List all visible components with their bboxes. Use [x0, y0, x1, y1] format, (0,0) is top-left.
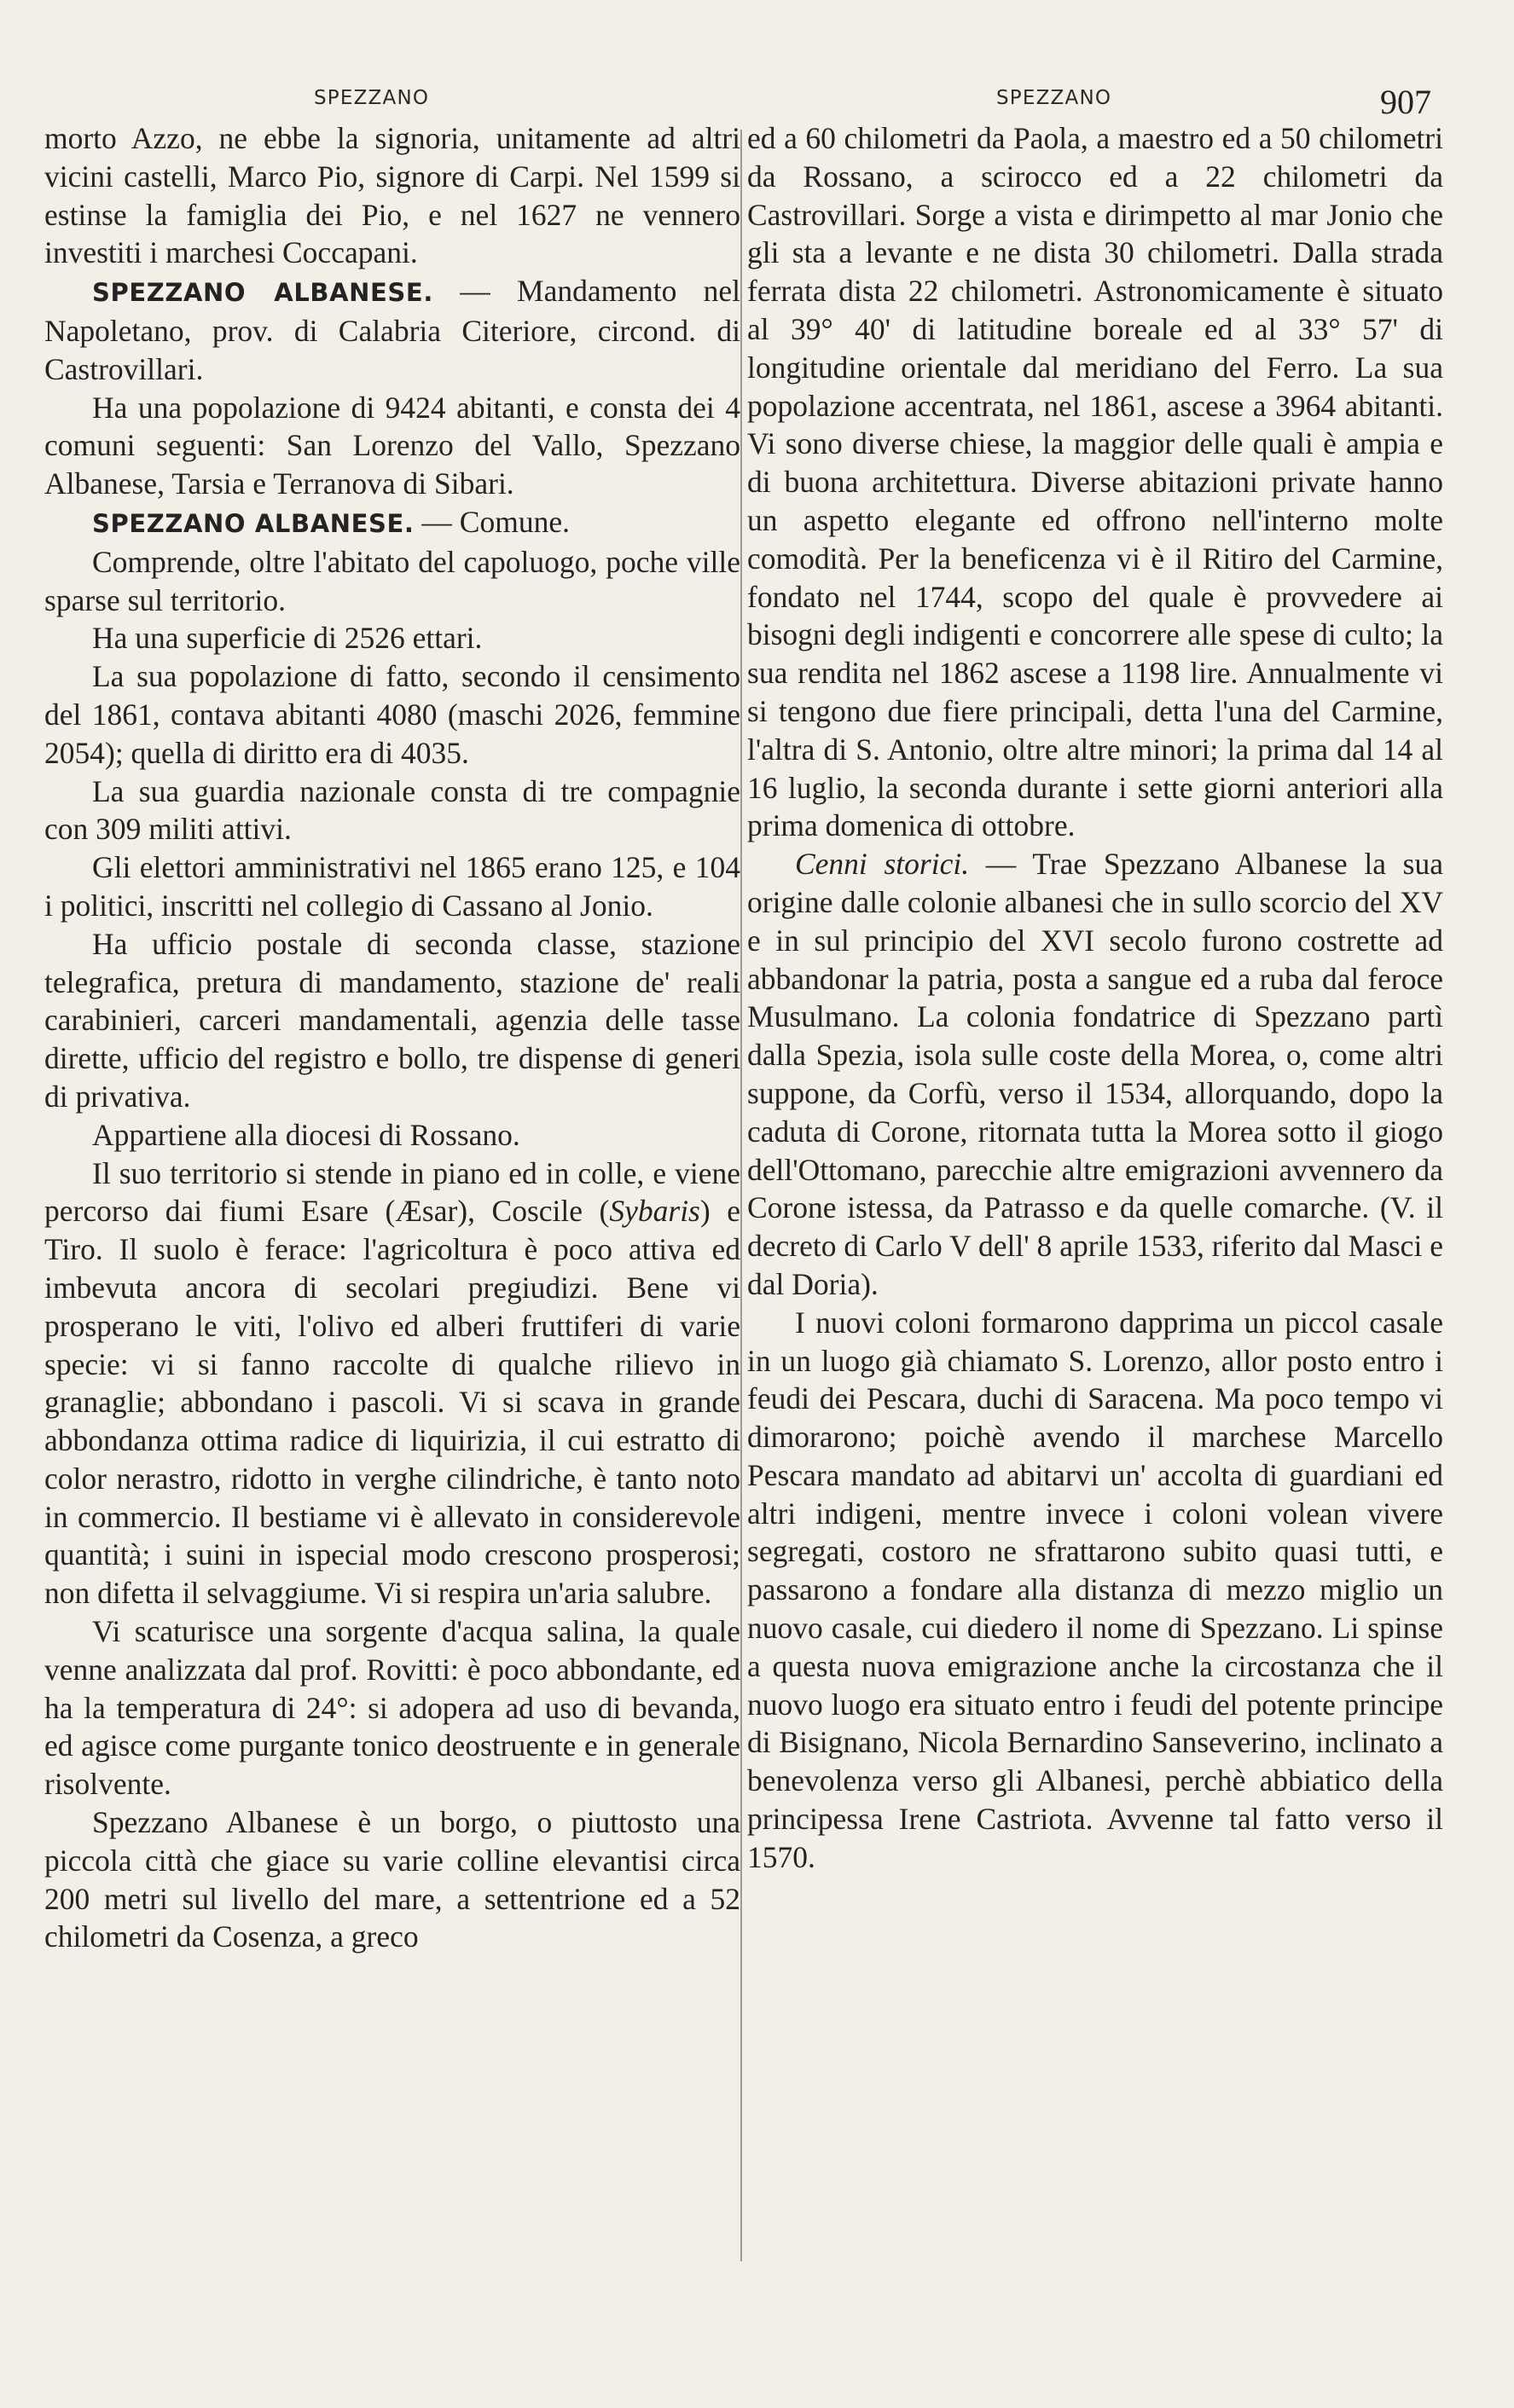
section-heading: Cenni storici.	[795, 847, 970, 882]
paragraph: Spezzano Albanese è un borgo, o piuttosto una piccola città che giace su varie colline elevantisi circa 200 metri sul livello del mare, a settentrione ed a 52 chilometri da Cosenza, a greco	[44, 1805, 740, 1954]
paragraph-text: — Trae Spezzano Albanese la sua origine dalle colonie albanesi che in sullo scorcio del XV e in sul principio del XVI secolo furono costrette ad abbandonar la patria, posta a sangue ed a ruba dal feroce Musulmano. La colonia fondatrice di Spezzano partì dalla Spezia, isola sulle coste della Morea, o, come altri suppone, da Corfù, verso il 1534, allorquando, dopo la caduta di Corone, ritornata tutta la Morea sotto il giogo dell'Ottomano, parecchie altre emigrazioni avvennero da Corone istessa, da Patrasso e da quelle comarche. (V. il decreto di Carlo V dell' 8 aprile 1533, riferito dal Masci e dal Doria).	[747, 847, 1444, 1301]
paragraph	[44, 503, 740, 543]
paragraph: Vi scaturisce una sorgente d'acqua salina, la quale venne analizzata dal prof. Rovitti: è poco abbondante, ed ha la temperatura di 24°: si adopera ad uso di bevanda, ed agisce come purgante tonico deostruente e in generale risolvente.	[44, 1614, 740, 1802]
paragraph: ed a 60 chilometri da Paola, a maestro ed a 50 chilometri da Rossano, a scirocco ed a 22 chilometri da Castrovillari. Sorge a vista e dirimpetto al mar Jonio che gli sta a levante e ne dista 30 chilometri. Dalla strada ferrata dista 22 chilometri. Astronomicamente è situato al 39° 40' di latitudine boreale ed al 33° 57' di longitudine orientale dal meridiano del Ferro. La sua popolazione accentrata, nel 1861, ascese a 3964 abitanti. Vi sono diverse chiese, la maggior delle quali è ampia e di buona architettura. Diverse abitazioni private hanno un aspetto elegante ed offrono nell'interno molte comodità. Per la beneficenza vi è il Ritiro del Carmine, fondato nel 1744, scopo del quale è provvedere ai bisogni degli indigenti e concorrere alle spese di culto; la sua rendita nel 1862 ascese a 1198 lire. Annualmente vi si tengono due fiere principali, detta l'una del Carmine, l'altra di S. Antonio, oltre altre minori; la prima dal 14 al 16 luglio, la seconda durante i sette giorni anteriori alla prima domenica di ottobre.	[747, 121, 1443, 843]
page-number: 907	[1380, 83, 1431, 121]
paragraph: La sua guardia nazionale consta di tre compagnie con 309 militi attivi.	[44, 773, 740, 847]
paragraph	[44, 1155, 740, 1613]
paragraph: morto Azzo, ne ebbe la signoria, unitamente ad altri vicini castelli, Marco Pio, signore di Carpi. Nel 1599 si estinse la famiglia dei Pio, e nel 1627 ne vennero investiti i marchesi Coccapani.	[44, 121, 740, 270]
paragraph: Comprende, oltre l'abitato del capoluogo, poche ville sparse sul territorio.	[44, 544, 740, 617]
paragraph: La sua popolazione di fatto, secondo il censimento del 1861, contava abitanti 4080 (maschi 2026, femmine 2054); quella di diritto era di 4035.	[44, 659, 740, 770]
paragraph-text: — Mandamento nel Napoletano, prov. di Calabria Citeriore, circond. di Castrovillari.	[44, 274, 740, 386]
column-divider	[740, 130, 742, 2261]
paragraph-text: — Comune.	[414, 504, 570, 539]
running-head-left: SPEZZANO	[314, 87, 430, 109]
paragraph	[44, 272, 740, 388]
left-column	[44, 119, 740, 1956]
paragraph: Ha ufficio postale di seconda classe, stazione telegrafica, pretura di mandamento, stazione de' reali carabinieri, carceri mandamentali, agenzia delle tasse dirette, ufficio del registro e bollo, tre dispense di generi di privativa.	[44, 926, 740, 1114]
paragraph	[747, 845, 1443, 1304]
entry-heading: SPEZZANO ALBANESE.	[92, 278, 433, 308]
italic-term: Sybaris	[609, 1194, 700, 1229]
paragraph-text: Il suo territorio si stende in piano ed in colle, e viene percorso dai fiumi Esare (Æsar), Coscile (	[44, 1155, 740, 1229]
running-head-right: SPEZZANO	[996, 87, 1112, 109]
paragraph: Ha una popolazione di 9424 abitanti, e consta dei 4 comuni seguenti: San Lorenzo del Vallo, Spezzano Albanese, Tarsia e Terranova di Sibari.	[44, 390, 740, 501]
paragraph: Appartiene alla diocesi di Rossano.	[92, 1117, 520, 1152]
paragraph: Ha una superficie di 2526 ettari.	[92, 621, 483, 656]
paragraph: I nuovi coloni formarono dapprima un piccol casale in un luogo già chiamato S. Lorenzo, allor posto entro i feudi dei Pescara, duchi di Saracena. Ma poco tempo vi dimorarono; poichè avendo il marchese Marcello Pescara mandato ad abitarvi un' accolta di guardiani ed altri indigeni, mentre invece i coloni volean vivere segregati, costoro ne sfrattarono subito quasi tutti, e passarono a fondare alla distanza di mezzo miglio un nuovo casale, cui diedero il nome di Spezzano. Li spinse a questa nuova emigrazione anche la circostanza che il nuovo luogo era situato entro i feudi del potente principe di Bisignano, Nicola Bernardino Sanseverino, inclinato a benevolenza verso gli Albanesi, perchè abbiatico della principessa Irene Castriota. Avvenne tal fatto verso il 1570.	[747, 1305, 1443, 1874]
right-column	[747, 119, 1443, 1877]
paragraph-text: ) e Tiro. Il suolo è ferace: l'agricoltura è poco attiva ed imbevuta ancora di secolari pregiudizi. Bene vi prosperano le viti, l'olivo ed alberi fruttiferi di varie specie: vi si fanno raccolte di qualche rilievo in granaglie; abbondano i pascoli. Vi si scava in grande abbondanza ottima radice di liquirizia, il cui estratto di color nerastro, ridotto in verghe cilindriche, è tanto noto in commercio. Il bestiame vi è allevato in considerevole quantità; i suini in ispecial modo crescono prosperosi; non difetta il selvaggiume. Vi si respira un'aria salubre.	[44, 1194, 740, 1611]
entry-heading: SPEZZANO ALBANESE.	[92, 508, 415, 538]
paragraph: Gli elettori amministrativi nel 1865 erano 125, e 104 i politici, inscritti nel collegio di Cassano al Jonio.	[44, 850, 740, 923]
